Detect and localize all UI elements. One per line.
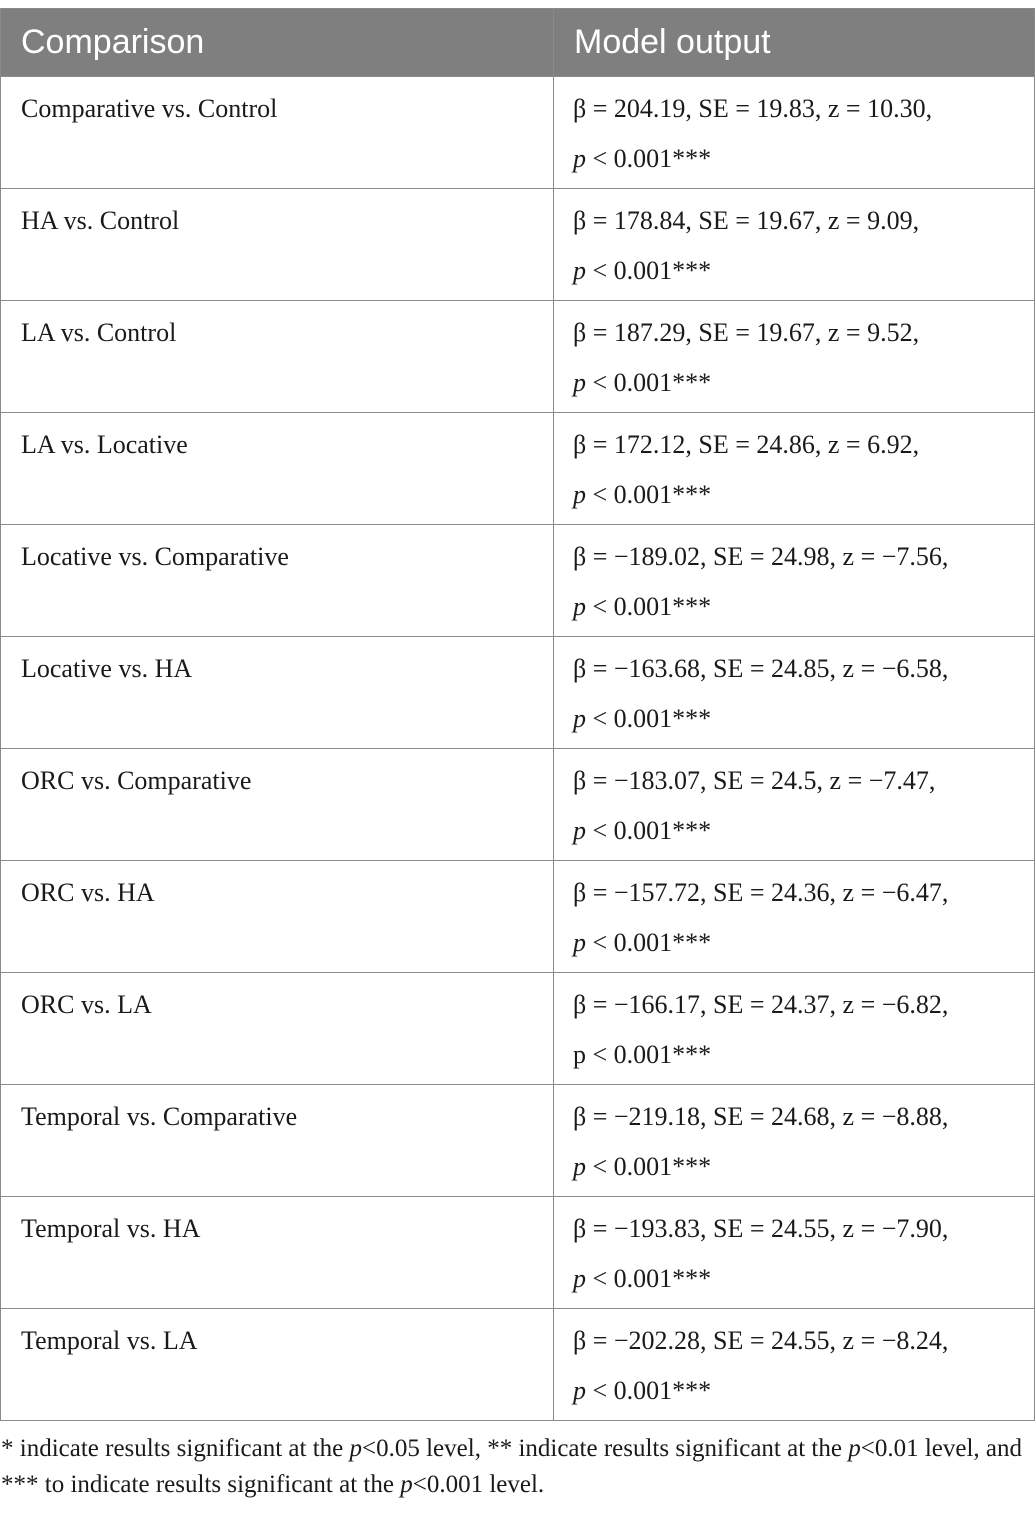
p-value [573,806,1026,856]
table-row [1,973,1035,1085]
model-output-cell [554,77,1035,189]
p-value [573,1142,1026,1192]
table-row [1,1085,1035,1197]
p-value [573,918,1026,968]
model-output-stats: β = −189.02, SE = 24.98, z = −7.56, [573,542,949,571]
footnote-text: <0.05 level, ** indicate results significant at the [362,1435,849,1462]
footnote-text: <0.01 level, and *** to indicate results significant at the [1,1435,1022,1498]
model-output-cell [554,973,1035,1085]
table-row [1,189,1035,301]
comparison-cell: LA vs. Control [1,301,554,413]
table-row [1,525,1035,637]
model-output-stats: β = −219.18, SE = 24.68, z = −8.88, [573,1102,949,1131]
p-symbol-italic: p [573,592,586,621]
p-value [573,694,1026,744]
p-symbol-italic: p [573,1376,586,1405]
comparison-cell: HA vs. Control [1,189,554,301]
model-output-cell [554,525,1035,637]
p-threshold: < 0.001*** [586,1040,712,1069]
p-value [573,582,1026,632]
comparison-cell: LA vs. Locative [1,413,554,525]
table-row [1,1309,1035,1421]
table-row [1,861,1035,973]
p-threshold: < 0.001*** [586,256,712,285]
p-symbol-italic: p [573,144,586,173]
model-output-cell [554,301,1035,413]
table-row [1,637,1035,749]
comparison-cell: Temporal vs. HA [1,1197,554,1309]
table-row [1,413,1035,525]
header-comparison: Comparison [1,9,554,77]
table-row [1,77,1035,189]
p-symbol-italic: p [573,368,586,397]
comparison-cell: ORC vs. HA [1,861,554,973]
model-output-stats: β = −166.17, SE = 24.37, z = −6.82, [573,990,949,1019]
table-row [1,301,1035,413]
model-output-stats: β = 172.12, SE = 24.86, z = 6.92, [573,430,920,459]
p-value [573,1030,1026,1080]
comparison-cell: Locative vs. HA [1,637,554,749]
model-output-cell [554,189,1035,301]
p-value [573,358,1026,408]
comparison-cell: ORC vs. Comparative [1,749,554,861]
p-threshold: < 0.001*** [586,1264,712,1293]
p-symbol-italic: p [573,1152,586,1181]
model-output-cell [554,861,1035,973]
model-output-stats: β = 204.19, SE = 19.83, z = 10.30, [573,94,933,123]
table-body [1,77,1035,1421]
table-row [1,1197,1035,1309]
p-threshold: < 0.001*** [586,592,712,621]
p-symbol-upright: p [573,1040,586,1069]
footnote-text: * indicate results significant at the [1,1435,350,1462]
p-symbol-italic: p [573,256,586,285]
p-symbol-italic: p [573,816,586,845]
model-output-stats: β = −193.83, SE = 24.55, z = −7.90, [573,1214,949,1243]
p-threshold: < 0.001*** [586,1152,712,1181]
table-footnote [1,1431,1031,1503]
comparison-cell: Comparative vs. Control [1,77,554,189]
model-output-stats: β = −163.68, SE = 24.85, z = −6.58, [573,654,949,683]
p-symbol-italic: p [573,1264,586,1293]
p-value [573,470,1026,520]
model-output-stats: β = −202.28, SE = 24.55, z = −8.24, [573,1326,949,1355]
p-symbol-italic: p [573,480,586,509]
model-output-stats: β = 187.29, SE = 19.67, z = 9.52, [573,318,920,347]
p-threshold: < 0.001*** [586,480,712,509]
model-output-cell [554,637,1035,749]
p-threshold: < 0.001*** [586,144,712,173]
p-threshold: < 0.001*** [586,1376,712,1405]
p-value [573,246,1026,296]
model-output-cell [554,749,1035,861]
comparison-cell: Locative vs. Comparative [1,525,554,637]
p-symbol-italic: p [573,704,586,733]
footnote-text: <0.001 level. [412,1471,545,1498]
p-symbol-italic: p [573,928,586,957]
p-value [573,1366,1026,1416]
footnote-p: p [848,1435,861,1462]
p-value [573,1254,1026,1304]
model-output-stats: β = 178.84, SE = 19.67, z = 9.09, [573,206,920,235]
p-threshold: < 0.001*** [586,816,712,845]
model-output-stats: β = −157.72, SE = 24.36, z = −6.47, [573,878,949,907]
comparison-cell: Temporal vs. LA [1,1309,554,1421]
table-row [1,749,1035,861]
p-threshold: < 0.001*** [586,704,712,733]
model-output-stats: β = −183.07, SE = 24.5, z = −7.47, [573,766,936,795]
results-table [0,8,1035,1421]
model-output-cell [554,413,1035,525]
comparison-cell: Temporal vs. Comparative [1,1085,554,1197]
model-output-cell [554,1309,1035,1421]
model-output-cell [554,1085,1035,1197]
footnote-p: p [349,1435,363,1462]
model-output-cell [554,1197,1035,1309]
p-threshold: < 0.001*** [586,928,712,957]
header-model-output: Model output [554,9,1035,77]
p-threshold: < 0.001*** [586,368,712,397]
comparison-cell: ORC vs. LA [1,973,554,1085]
p-value [573,134,1026,184]
header-row [1,9,1035,77]
footnote-p: p [400,1471,413,1498]
